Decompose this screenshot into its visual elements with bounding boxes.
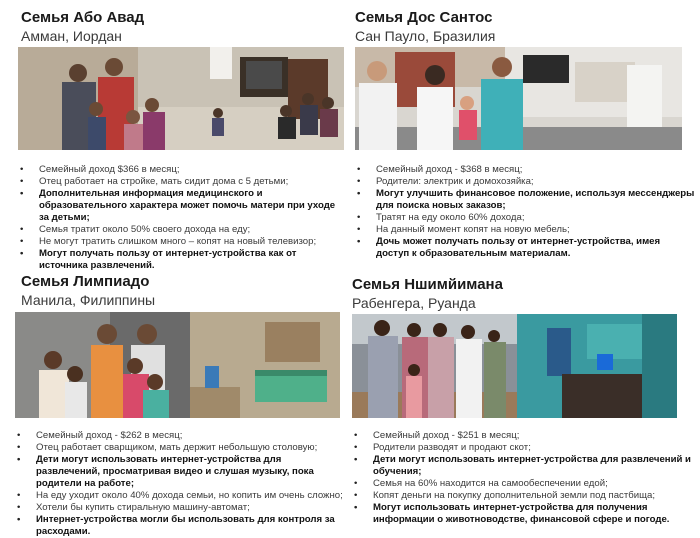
family-photo xyxy=(352,314,677,418)
family-location: Амман, Иордан xyxy=(21,28,122,44)
fact-item: • Родители: электрик и домохозяйка; xyxy=(355,176,695,188)
family-card-limpiado xyxy=(0,268,350,536)
fact-item: • Отец работает сварщиком, мать держит небольшую столовую; xyxy=(15,442,345,454)
family-card-abo-awad xyxy=(0,0,350,271)
fact-item: • Тратят на еду около 60% дохода; xyxy=(355,212,695,224)
family-title: Семья Або Авад xyxy=(21,9,145,26)
fact-item: • Могут получать пользу от интернет-устройства как от источника развлечений. xyxy=(18,248,344,272)
family-location: Манила, Филиппины xyxy=(21,292,156,308)
family-title: Семья Лимпиадо xyxy=(21,273,150,290)
family-photo xyxy=(18,47,344,150)
fact-item: • Могут использовать интернет-устройства для получения информации о животноводстве, финансовой сфере и погоде. xyxy=(352,502,697,526)
family-title: Семья Ншимйимана xyxy=(352,276,503,293)
fact-item: • Копят деньги на покупку дополнительной земли под пастбища; xyxy=(352,490,697,502)
family-facts xyxy=(15,430,345,538)
family-location: Рабенгера, Руанда xyxy=(352,295,476,311)
family-card-nshimyimana xyxy=(350,268,700,536)
fact-item: • На данный момент копят на новую мебель; xyxy=(355,224,695,236)
fact-item: • Семья тратит около 50% своего дохода на еду; xyxy=(18,224,344,236)
fact-item: • Не могут тратить слишком много – копят на новый телевизор; xyxy=(18,236,344,248)
family-facts xyxy=(18,164,344,272)
family-card-dos-santos xyxy=(350,0,700,268)
fact-item: • Дополнительная информация медицинского и образовательного характера может помочь матери при уходе за детьми; xyxy=(18,188,344,224)
fact-item: • Семейный доход - $368 в месяц; xyxy=(355,164,695,176)
fact-item: • Интернет-устройства могли бы использовать для контроля за расходами. xyxy=(15,514,345,538)
fact-item: • Дети могут использовать интернет-устройства для развлечений и обучения; xyxy=(352,454,697,478)
fact-item: • Семейный доход $366 в месяц; xyxy=(18,164,344,176)
fact-item: • Дочь может получать пользу от интернет-устройства, имея доступ к образовательным материалам. xyxy=(355,236,695,260)
family-location: Сан Пауло, Бразилия xyxy=(355,28,496,44)
fact-item: • Могут улучшить финансовое положение, используя мессенджеры для поиска новых заказов; xyxy=(355,188,695,212)
family-facts xyxy=(355,164,695,260)
family-photo xyxy=(355,47,682,150)
fact-item: • Семья на 60% находится на самообеспечении едой; xyxy=(352,478,697,490)
fact-item: • Хотели бы купить стиральную машину-автомат; xyxy=(15,502,345,514)
fact-item: • На еду уходит около 40% дохода семьи, но копить им очень сложно; xyxy=(15,490,345,502)
fact-item: • Дети могут использовать интернет-устройства для развлечений, просматривая видео и слушая музыку, пока родители на работе; xyxy=(15,454,345,490)
family-facts xyxy=(352,430,697,526)
fact-item: • Семейный доход - $251 в месяц; xyxy=(352,430,697,442)
fact-item: • Отец работает на стройке, мать сидит дома с 5 детьми; xyxy=(18,176,344,188)
fact-item: • Семейный доход - $262 в месяц; xyxy=(15,430,345,442)
family-title: Семья Дос Сантос xyxy=(355,9,493,26)
family-photo xyxy=(15,312,340,418)
fact-item: • Родители разводят и продают скот; xyxy=(352,442,697,454)
